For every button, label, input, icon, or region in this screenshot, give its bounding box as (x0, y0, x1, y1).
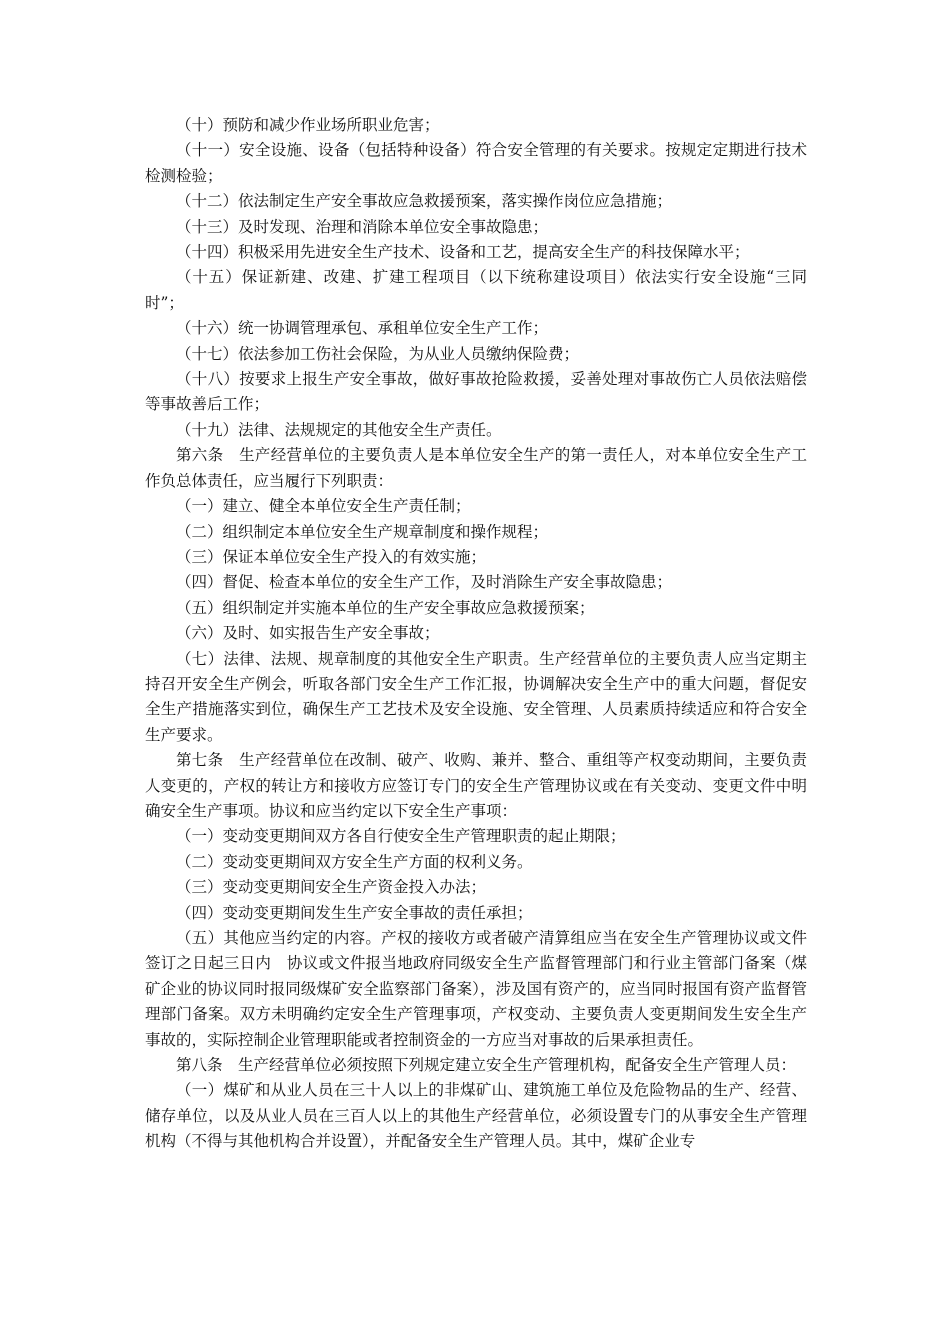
article-6-item-7: （七）法律、法规、规章制度的其他安全生产职责。生产经营单位的主要负责人应当定期主持召开安全生产例会，听取各部门安全生产工作汇报，协调解决安全生产中的重大问题，督促安全生产措施落实到位，确保生产工艺技术及安全设施、安全管理、人员素质持续适应和符合安全生产要求。 (145, 649, 807, 744)
article-7-item-4: （四）变动变更期间发生生产安全事故的责任承担； (176, 903, 533, 922)
article-6-item-5: （五）组织制定并实施本单位的生产安全事故应急救援预案； (176, 598, 595, 617)
article-6-item-4: （四）督促、检查本单位的安全生产工作，及时消除生产安全事故隐患； (176, 573, 673, 592)
article-6-item-1: （一）建立、健全本单位安全生产责任制； (176, 497, 471, 516)
document-body (145, 113, 807, 1155)
article-6-item-2: （二）组织制定本单位安全生产规章制度和操作规程； (176, 522, 549, 541)
paragraph-item-10: （十）预防和减少作业场所职业危害； (176, 116, 440, 134)
paragraph-item-14: （十四）积极采用先进安全生产技术、设备和工艺，提高安全生产的科技保障水平； (176, 243, 750, 262)
article-6: 第六条 生产经营单位的主要负责人是本单位安全生产的第一责任人，对本单位安全生产工作负总体责任，应当履行下列职责： (145, 446, 807, 490)
article-7-item-1: （一）变动变更期间双方各自行使安全生产管理职责的起止期限； (176, 827, 626, 846)
article-7: 第七条 生产经营单位在改制、破产、收购、兼并、整合、重组等产权变动期间，主要负责人变更的，产权的转让方和接收方应签订专门的安全生产管理协议或在有关变动、变更文件中明确安全生产事项。协议和应当约定以下安全生产事项： (145, 751, 807, 820)
article-7-item-5: （五）其他应当约定的内容。产权的接收方或者破产清算组应当在安全生产管理协议或文件签订之日起三日内 协议或文件报当地政府同级安全生产监督管理部门和行业主管部门备案（煤矿企业的协议同时报同级煤矿安全监察部门备案），涉及国有资产的，应当同时报国有资产监督管理部门备案。双方未明确约定安全生产管理事项，产权变动、主要负责人变更期间发生安全生产事故的，实际控制企业管理职能或者控制资金的一方应当对事故的后果承担责任。 (145, 929, 807, 1049)
paragraph-item-16: （十六）统一协调管理承包、承租单位安全生产工作； (176, 319, 549, 338)
article-6-item-6: （六）及时、如实报告生产安全事故； (176, 624, 440, 643)
paragraph-item-15: （十五）保证新建、改建、扩建工程项目（以下统称建设项目）依法实行安全设施“三同时”； (145, 268, 807, 312)
paragraph-item-18: （十八）按要求上报生产安全事故，做好事故抢险救援，妥善处理对事故伤亡人员依法赔偿等事故善后工作； (145, 370, 807, 414)
article-8: 第八条 生产经营单位必须按照下列规定建立安全生产管理机构，配备安全生产管理人员： (176, 1056, 797, 1075)
paragraph-item-17: （十七）依法参加工伤社会保险，为从业人员缴纳保险费； (176, 344, 580, 363)
paragraph-item-19: （十九）法律、法规规定的其他安全生产责任。 (176, 420, 502, 439)
paragraph-item-13: （十三）及时发现、治理和消除本单位安全事故隐患； (176, 217, 549, 236)
article-7-item-2: （二）变动变更期间双方安全生产方面的权利义务。 (176, 852, 533, 871)
paragraph-item-11: （十一）安全设施、设备（包括特种设备）符合安全管理的有关要求。按规定定期进行技术检测检验； (145, 141, 807, 185)
paragraph-item-12: （十二）依法制定生产安全事故应急救援预案，落实操作岗位应急措施； (176, 192, 673, 211)
article-8-item-1: （一）煤矿和从业人员在三十人以上的非煤矿山、建筑施工单位及危险物品的生产、经营、储存单位，以及从业人员在三百人以上的其他生产经营单位，必须设置专门的从事安全生产管理机构（不得与其他机构合并设置），并配备安全生产管理人员。其中，煤矿企业专 (145, 1081, 807, 1151)
article-7-item-3: （三）变动变更期间安全生产资金投入办法； (176, 878, 487, 897)
article-6-item-3: （三）保证本单位安全生产投入的有效实施； (176, 547, 487, 566)
